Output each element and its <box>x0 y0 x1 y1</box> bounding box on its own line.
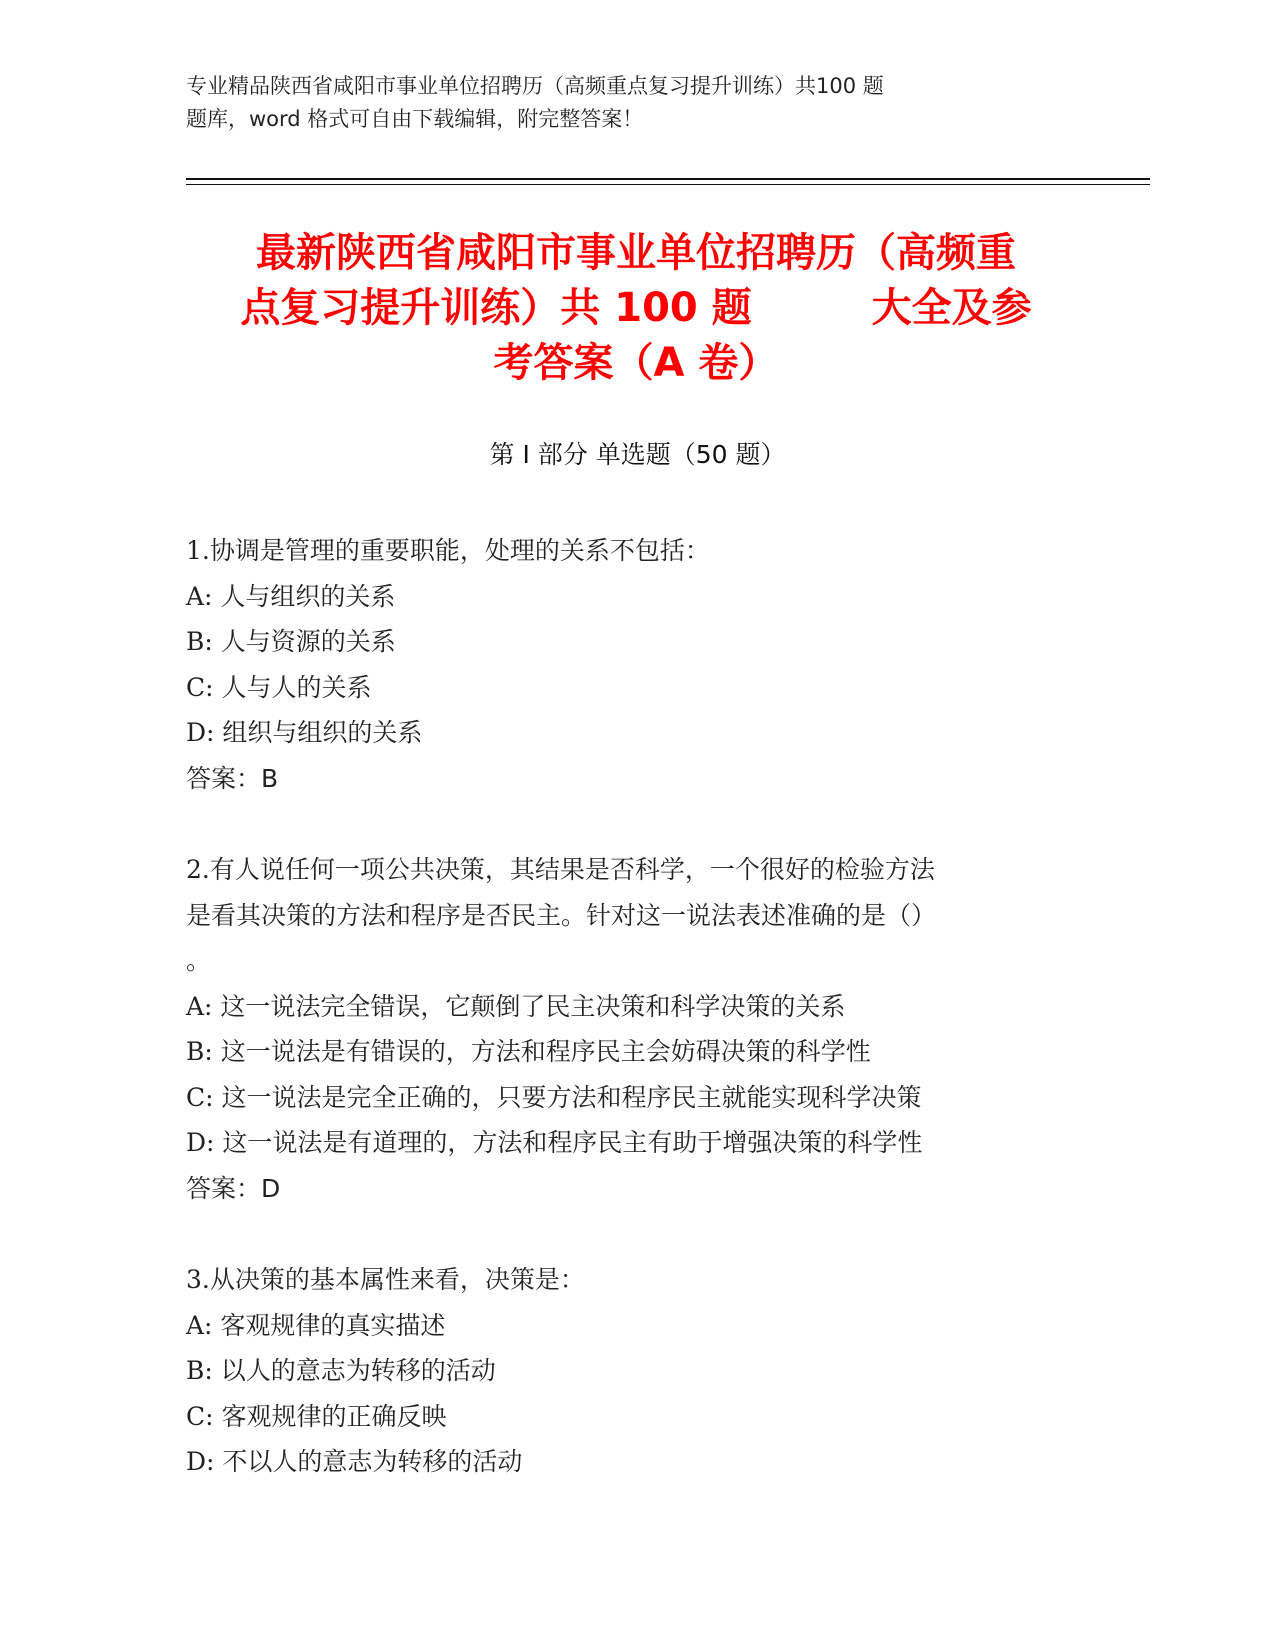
document-title <box>186 226 1086 391</box>
option-c: C: 这一说法是完全正确的，只要方法和程序民主就能实现科学决策 <box>186 1082 922 1112</box>
option-a: A: 客观规律的真实描述 <box>186 1310 446 1340</box>
option-b: B: 这一说法是有错误的，方法和程序民主会妨碍决策的科学性 <box>186 1037 871 1066</box>
question-3 <box>186 1257 1066 1485</box>
option-c: C: 客观规律的正确反映 <box>186 1401 447 1431</box>
question-2 <box>186 847 1066 1211</box>
answer-line: 答案：B <box>186 763 279 793</box>
option-a: A: 这一说法完全错误，它颠倒了民主决策和科学决策的关系 <box>186 991 846 1021</box>
option-b: B: 以人的意志为转移的活动 <box>186 1356 496 1385</box>
question-stem-line-2: 是看其决策的方法和程序是否民主。针对这一说法表述准确的是（） <box>186 900 937 930</box>
header-rule-thin <box>186 184 1150 185</box>
option-c: C: 人与人的关系 <box>186 672 372 702</box>
header-note-line-1: 专业精品陕西省咸阳市事业单位招聘历（高频重点复习提升训练）共100 题 <box>186 74 884 98</box>
question-stem-line-1: 2.有人说任何一项公共决策，其结果是否科学，一个很好的检验方法 <box>186 855 935 884</box>
header-note-line-2: 题库，word 格式可自由下载编辑，附完整答案！ <box>186 107 644 131</box>
section-heading: 第 I 部分 单选题（50 题） <box>489 440 786 469</box>
option-b: B: 人与资源的关系 <box>186 627 396 656</box>
question-stem: 1.协调是管理的重要职能，处理的关系不包括： <box>186 536 710 565</box>
option-d: D: 这一说法是有道理的，方法和程序民主有助于增强决策的科学性 <box>186 1128 923 1157</box>
answer-line: 答案：D <box>186 1173 281 1203</box>
title-line-3: 考答案（A 卷） <box>493 340 779 386</box>
option-d: D: 不以人的意志为转移的活动 <box>186 1447 523 1476</box>
title-line-2-part-2: 大全及参 <box>871 285 1032 331</box>
question-list <box>186 528 1066 1531</box>
title-line-2 <box>186 281 1086 336</box>
header-rule-thick <box>186 178 1150 180</box>
option-a: A: 人与组织的关系 <box>186 581 396 611</box>
header-note <box>186 70 1066 136</box>
option-d: D: 组织与组织的关系 <box>186 718 423 747</box>
question-stem-line-3: 。 <box>186 946 212 975</box>
question-stem: 3.从决策的基本属性来看，决策是： <box>186 1265 585 1294</box>
question-1 <box>186 528 1066 801</box>
title-line-1: 最新陕西省咸阳市事业单位招聘历（高频重 <box>256 230 1016 276</box>
title-line-2-part-1: 点复习提升训练）共 100 题 <box>240 285 752 331</box>
